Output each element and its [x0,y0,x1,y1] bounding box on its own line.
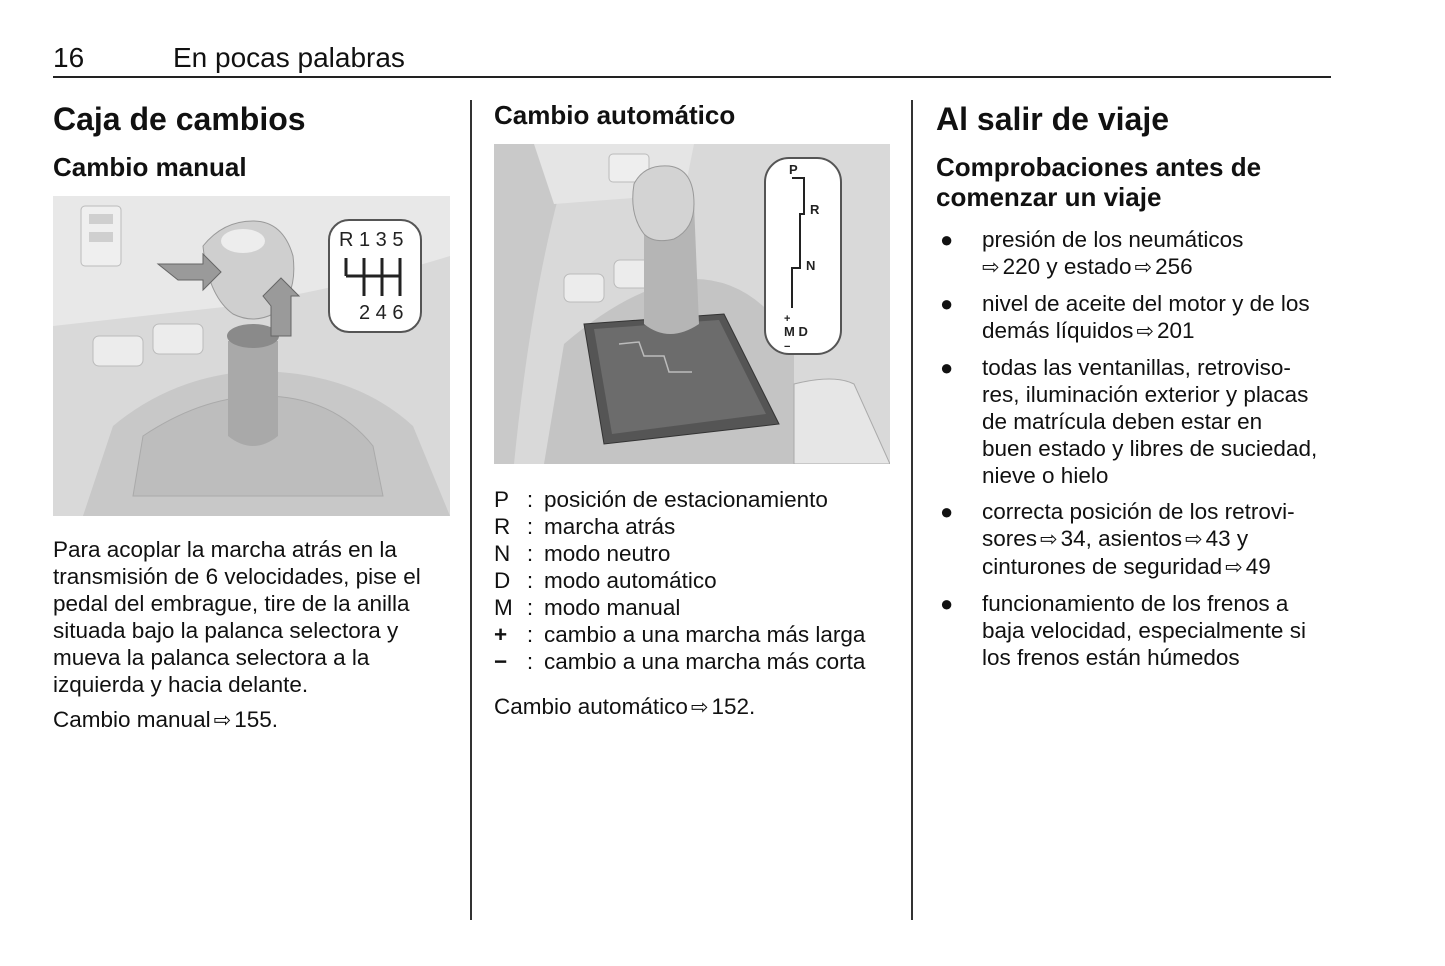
manual-text-line: situada bajo la palanca selectora y [53,618,399,643]
legend-key: N [494,541,511,566]
gate-label-r: R [810,202,820,217]
legend-key: P [494,487,510,512]
legend-key: R [494,514,511,539]
legend-text: posición de estacionamiento [544,487,828,512]
page-number: 16 [53,42,85,73]
bullet-icon: ● [940,227,954,252]
item-line: nivel de aceite del motor y de los [982,291,1310,316]
legend-text: cambio a una marcha más larga [544,622,866,647]
column-divider [470,100,472,920]
legend-item [494,567,894,594]
manual-reference[interactable] [53,706,450,734]
item-line: nieve o hielo [982,463,1109,488]
checks-heading-line: Comprobaciones antes de [936,152,1262,182]
gate-label-n: N [806,258,816,273]
item-ref[interactable]: 49 [1245,554,1271,579]
gate-label-p: P [789,162,798,177]
legend-item [494,594,894,621]
manual-heading: Cambio manual [53,152,247,182]
item-line: presión de los neumáticos [982,227,1244,252]
shift-pattern-bottom: 2 4 6 [359,302,404,324]
legend-text: cambio a una marcha más corta [544,649,866,674]
item-text: cinturones de seguridad [982,554,1223,579]
arrow-right-icon: ⇨ [690,696,709,719]
trip-checks-column [936,100,1336,680]
legend-item [494,540,894,567]
gate-label-plus: + [784,313,791,325]
arrow-right-icon: ⇨ [1040,528,1058,551]
legend-key: M [494,595,513,620]
trip-heading: Al salir de viaje [936,101,1170,137]
arrow-right-icon: ⇨ [213,709,232,732]
arrow-right-icon: ⇨ [1225,556,1243,579]
item-line: buen estado y libres de suciedad, [982,436,1318,461]
item-ref[interactable]: 220 y estado [1002,254,1132,279]
item-ref[interactable]: 201 [1156,318,1195,343]
checklist-item [936,290,1336,345]
manual-ref-page: 155. [234,707,278,732]
checklist [936,226,1336,671]
manual-text-line: izquierda y hacia delante. [53,672,309,697]
legend-separator: : [526,541,534,566]
item-line: los frenos están húmedos [982,645,1240,670]
legend-separator: : [526,622,534,647]
manual-description [53,536,450,698]
bullet-icon: ● [940,291,954,316]
arrow-right-icon: ⇨ [1134,256,1153,279]
checklist-item [936,590,1336,671]
legend-separator: : [526,487,534,512]
manual-ref-text: Cambio manual [53,707,211,732]
item-line: correcta posición de los retrovi- [982,499,1295,524]
item-line: baja velocidad, especialmente si [982,618,1306,643]
arrow-right-icon: ⇨ [982,256,1000,279]
legend-item [494,486,894,513]
item-ref[interactable]: 43 y [1205,526,1249,551]
legend-separator: : [526,568,534,593]
item-line: todas las ventanillas, retroviso- [982,355,1291,380]
item-text: sores [982,526,1038,551]
legend-text: modo neutro [544,541,671,566]
automatic-gearbox-column [494,100,894,721]
legend-text: modo automático [544,568,717,593]
legend-text: modo manual [544,595,681,620]
item-line [982,253,1336,281]
checklist-item [936,354,1336,489]
gear-legend [494,486,894,675]
bullet-icon: ● [940,591,954,616]
gearbox-heading: Caja de cambios [53,101,306,137]
automatic-heading: Cambio automático [494,100,736,130]
bullet-icon: ● [940,355,954,380]
item-line: res, iluminación exterior y placas [982,382,1309,407]
column-divider [911,100,913,920]
manual-text-line: mueva la palanca selectora a la [53,645,370,670]
manual-text-line: pedal del embrague, tire de la anilla [53,591,410,616]
item-line [982,553,1336,581]
legend-key: − [494,649,508,674]
legend-separator: : [526,595,534,620]
legend-item [494,648,894,675]
checks-heading-line: comenzar un viaje [936,182,1162,212]
legend-key: + [494,622,508,647]
automatic-ref-page: 152. [711,694,756,719]
legend-text: marcha atrás [544,514,676,539]
item-line: de matrícula deben estar en [982,409,1263,434]
legend-separator: : [526,649,534,674]
automatic-gear-lever-drawing [494,144,890,464]
manual-text-line: transmisión de 6 velocidades, pise el [53,564,421,589]
checklist-item [936,226,1336,281]
arrow-right-icon: ⇨ [1184,528,1203,551]
shift-pattern-top: R 1 3 5 [339,229,404,251]
manual-gearbox-column [53,100,450,734]
checklist-item [936,498,1336,581]
item-line [982,525,1336,553]
legend-item [494,513,894,540]
page-header [53,40,1331,78]
item-text: demás líquidos [982,318,1134,343]
manual-gear-lever-illustration [53,196,450,516]
legend-item [494,621,894,648]
item-ref[interactable]: 256 [1155,254,1193,279]
automatic-reference[interactable] [494,693,894,721]
legend-separator: : [526,514,534,539]
gate-label-md: M D [784,324,808,339]
arrow-right-icon: ⇨ [1136,320,1154,343]
item-ref[interactable]: 34, asientos [1060,526,1182,551]
item-line [982,317,1336,345]
section-title: En pocas palabras [173,42,405,73]
legend-key: D [494,568,511,593]
automatic-gear-lever-illustration [494,144,890,464]
item-line: funcionamiento de los frenos a [982,591,1289,616]
automatic-ref-text: Cambio automático [494,694,688,719]
bullet-icon: ● [940,499,954,524]
manual-text-line: Para acoplar la marcha atrás en la [53,537,397,562]
gate-label-minus: − [784,341,791,353]
manual-gear-lever-drawing [53,196,450,516]
